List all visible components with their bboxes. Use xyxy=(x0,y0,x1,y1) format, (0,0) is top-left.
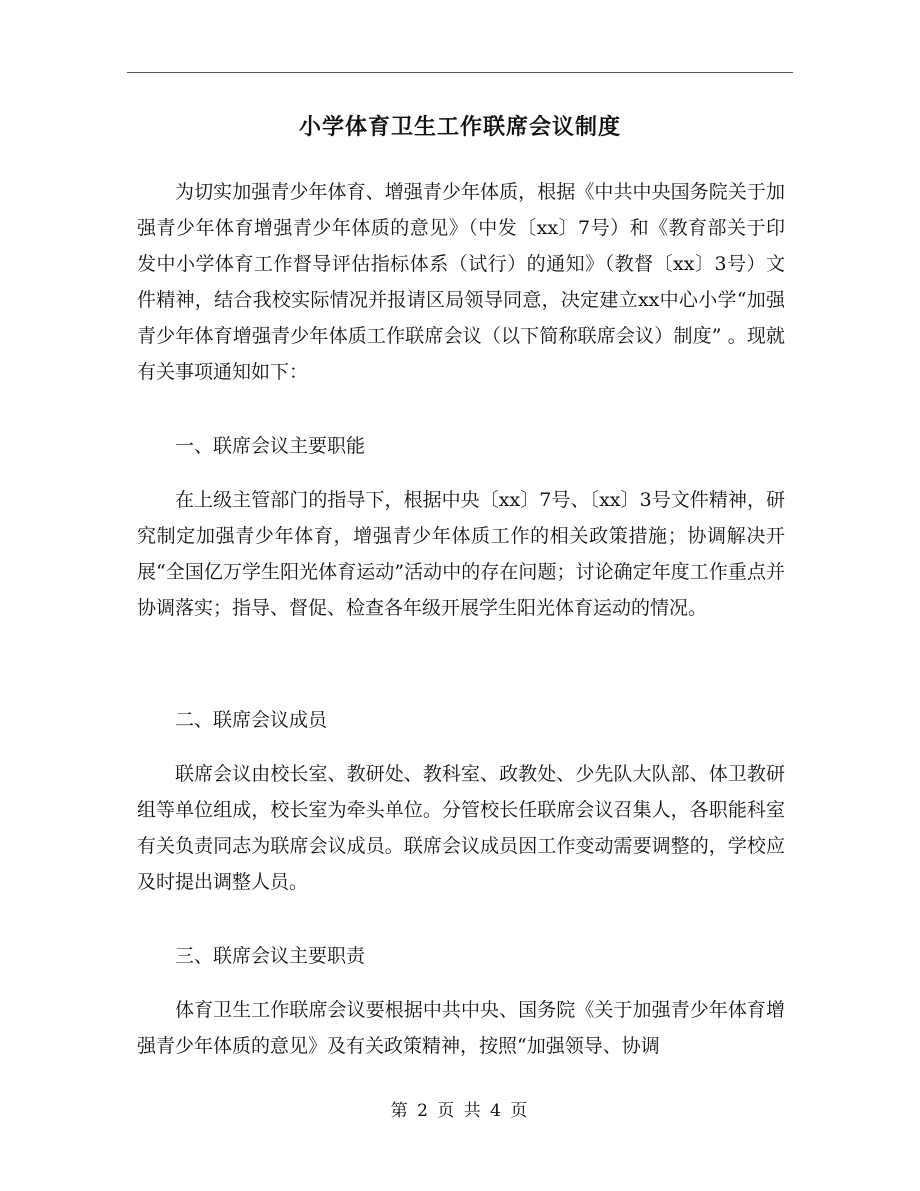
section-paragraph: 体育卫生工作联席会议要根据中共中央、国务院《关于加强青少年体育增强青少年体质的意见》及有关政策精神，按照“加强领导、协调 xyxy=(137,999,785,1057)
intro-paragraph: 为切实加强青少年体育、增强青少年体质，根据《中共中央国务院关于加强青少年体育增强青少年体质的意见》（中发〔xx〕7号）和《教育部关于印发中小学体育工作督导评估指标体系（试行）的通知》（教督〔xx〕3号）文件精神，结合我校实际情况并报请区局领导同意，决定建立xx中心小学“加强青少年体育增强青少年体质工作联席会议（以下简称联席会议）制度” 。现就有关事项通知如下： xyxy=(137,181,785,383)
section-heading: 二、联席会议成员 xyxy=(175,709,328,731)
section-3-body xyxy=(137,992,785,1064)
section-2-body xyxy=(137,756,785,900)
section-1-body xyxy=(137,482,785,626)
section-1 xyxy=(137,428,785,464)
document-title: 小学体育卫生工作联席会议制度 xyxy=(298,114,621,140)
section-paragraph: 联席会议由校长室、教研处、教科室、政教处、少先队大队部、体卫教研组等单位组成，校长室为牵头单位。分管校长任联席会议召集人，各职能科室有关负责同志为联席会议成员。联席会议成员因工作变动需要调整的，学校应及时提出调整人员。 xyxy=(137,763,785,893)
intro-block xyxy=(137,174,785,390)
page-number: 第 2 页 共 4 页 xyxy=(390,1101,530,1121)
header-rule xyxy=(127,72,793,73)
section-3 xyxy=(137,938,785,974)
section-2 xyxy=(137,702,785,738)
section-heading: 一、联席会议主要职能 xyxy=(175,435,366,457)
section-paragraph: 在上级主管部门的指导下，根据中央〔xx〕7号、〔xx〕3号文件精神，研究制定加强青少年体育，增强青少年体质工作的相关政策措施；协调解决开展“全国亿万学生阳光体育运动”活动中的存在问题；讨论确定年度工作重点并协调落实；指导、督促、检查各年级开展学生阳光体育运动的情况。 xyxy=(137,489,785,619)
section-heading: 三、联席会议主要职责 xyxy=(175,945,366,967)
